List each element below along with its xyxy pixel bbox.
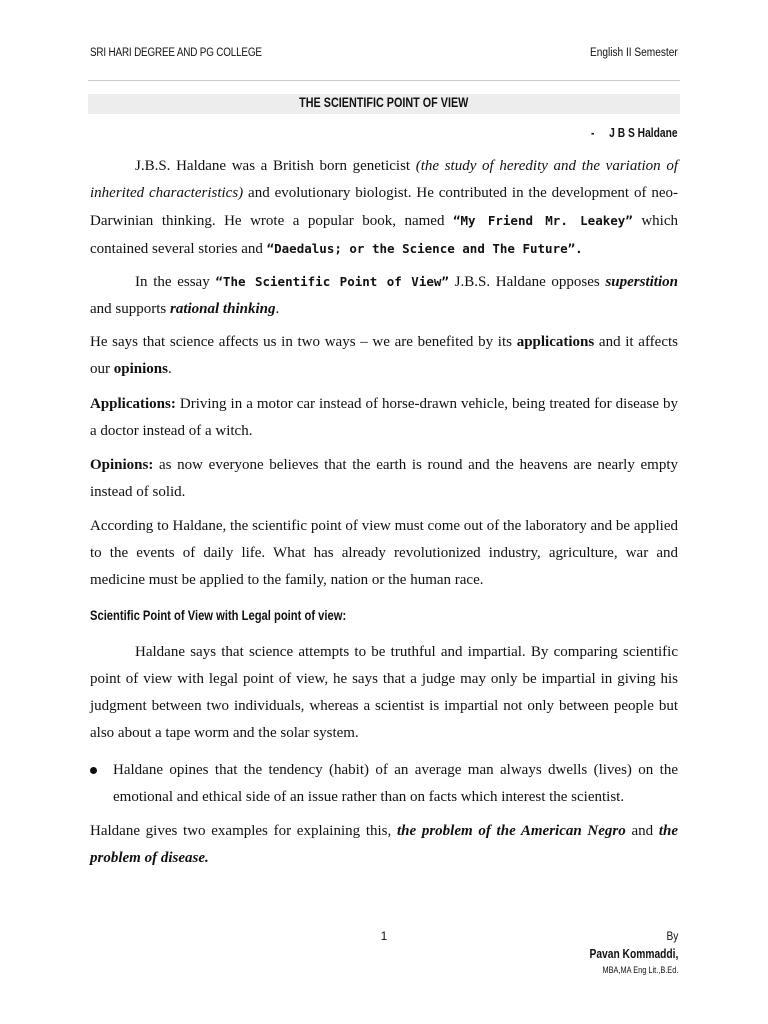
p2-rational-thinking: rational thinking xyxy=(170,301,276,317)
signature-degrees: MBA,MA Eng Lit.,B.Ed. xyxy=(602,965,678,975)
paragraph-legal xyxy=(90,639,678,747)
bullet-icon xyxy=(90,767,97,774)
p1-book-daedalus: “Daedalus; or the Science and The Future”. xyxy=(266,241,583,256)
page-number: 1 xyxy=(380,929,388,943)
p4-text: Driving in a motor car instead of horse-drawn vehicle, being treated for disease by a doctor instead of a witch. xyxy=(90,396,678,439)
p2-text-g: . xyxy=(275,301,280,317)
paragraph-intro xyxy=(90,153,678,263)
p3-applications: applications xyxy=(516,334,595,350)
paragraph-opinions xyxy=(90,452,678,506)
p8-example-negro: the problem of the American Negro xyxy=(396,823,626,839)
signature-name: Pavan Kommaddi, xyxy=(589,947,678,961)
p8-text-a: Haldane gives two examples for explaining this, xyxy=(90,823,397,839)
p3-text-a: He says that science affects us in two ways – we are benefited by its xyxy=(90,334,517,350)
p1-book-leakey: “My Friend Mr. Leakey” xyxy=(452,213,633,228)
p3-text-e: . xyxy=(167,361,172,377)
header-course: English II Semester xyxy=(590,47,678,59)
p7-text: Haldane says that science attempts to be truthful and impartial. By comparing scientific point of view with legal point of view, he says that a judge may only be impartial in giving his judgment between two individuals, whereas a scientist is impartial not only between people but also about a tape worm and the solar system. xyxy=(90,644,678,741)
author-dash: - xyxy=(591,126,595,140)
p2-essay-title: “The Scientific Point of View” xyxy=(215,274,449,289)
p3-opinions: opinions xyxy=(113,361,168,377)
page-title xyxy=(0,95,768,110)
p6-text: According to Haldane, the scientific point of view must come out of the laboratory and be applied to the events of daily life. What has already revolutionized industry, agriculture, war and medicine must be applied to the family, nation or the human race. xyxy=(90,518,678,588)
p1-text-c: and evolutionary biologist. He contributed in the development of neo-Darwinian thinking. He wrote a popular book, named xyxy=(90,185,678,229)
section-heading: Scientific Point of View with Legal point of view: xyxy=(90,607,347,623)
paragraph-according xyxy=(90,513,678,594)
author-signature xyxy=(570,927,678,977)
p1-text-a: J.B.S. Haldane was a British born geneticist xyxy=(135,158,416,174)
p2-superstition: superstition xyxy=(605,274,678,290)
signature-by: By xyxy=(666,929,678,943)
p1-italic-definition: (the study of heredity and the variation of inherited characteristics) xyxy=(90,158,678,201)
paragraph-applications xyxy=(90,391,678,445)
p5-label: Opinions: xyxy=(90,457,154,473)
header-divider xyxy=(88,80,680,81)
bullet-item xyxy=(90,757,678,811)
p1-text-e: which contained several stories and xyxy=(90,213,678,257)
p8-example-disease: the problem of disease. xyxy=(90,823,678,866)
header-college: SRI HARI DEGREE AND PG COLLEGE xyxy=(90,47,262,59)
p5-text: as now everyone believes that the earth is round and the heavens are nearly empty instead of solid. xyxy=(90,457,678,500)
author-name: J B S Haldane xyxy=(609,126,678,140)
p3-text-c: and it affects our xyxy=(90,334,678,377)
p8-text-c: and xyxy=(625,823,659,839)
p4-label: Applications: xyxy=(90,396,176,412)
p2-text-a: In the essay xyxy=(135,274,216,290)
page-title-text: THE SCIENTIFIC POINT OF VIEW xyxy=(299,95,469,110)
author-line xyxy=(591,126,678,140)
p2-text-e: and supports xyxy=(90,301,170,317)
bullet-text: Haldane opines that the tendency (habit) of an average man always dwells (lives) on the emotional and ethical side of an issue rather than on facts which interest the scientist. xyxy=(113,762,678,805)
paragraph-examples xyxy=(90,818,678,872)
p2-text-c: J.B.S. Haldane opposes xyxy=(448,274,606,290)
paragraph-two-ways xyxy=(90,329,678,383)
paragraph-essay xyxy=(90,268,678,323)
